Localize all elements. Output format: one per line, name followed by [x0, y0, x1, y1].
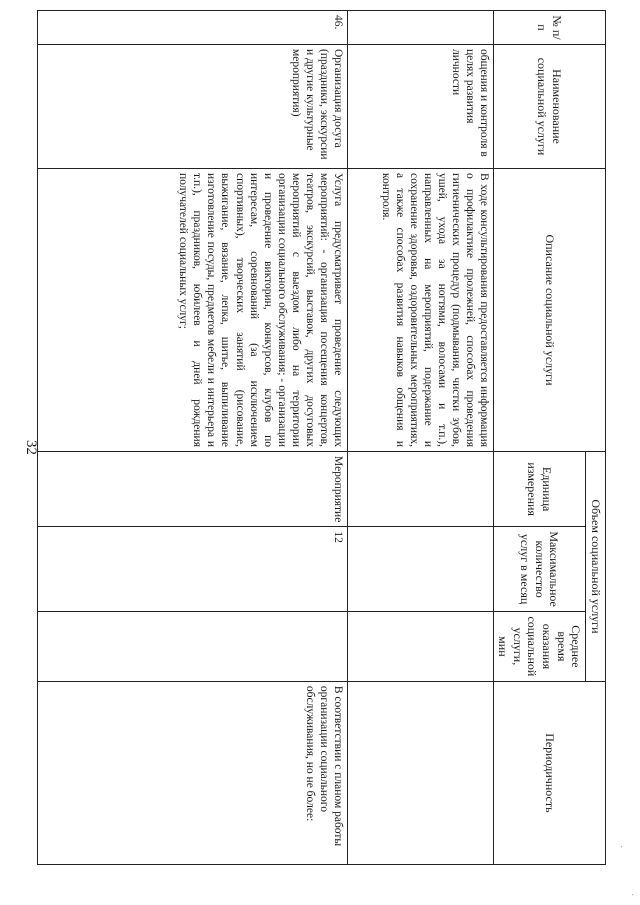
header-avg-time: Среднее время оказания социальной услуги, мин: [493, 611, 586, 681]
scan-mark: ·: [615, 845, 626, 849]
header-unit: Единица измерения: [493, 452, 586, 527]
row-description: Услуга предусматривает проведение следующих мероприятий: - организация посещения концертов, театров, экскурсий, выставок, других досуговых мероприятий с выездом либо на территории организации социального обслуживания; - организации и проведение викторин, конкурсов, клубов по интересам, соревнований (за исключением спортивных), творческих занятий (рисование, выжигание, вязание, лепка, шитье, выпиливание изготовление посуды, предметов мебели и интерьера и т.п.), праздников, юбилеев и дней рождения получателей социальных услуг;: [37, 169, 347, 452]
header-volume-group: Объем социальной услуги: [586, 452, 606, 682]
header-row: [586, 11, 606, 865]
page-number: 32: [23, 440, 39, 455]
row-description: В ходе консультирования предоставляется информация о профилактике пролежней, способах проведения гигиенических процедур (подмывания, чистки зубов, ушей, ухода за ногтями, волосами и т.п.), направленных на мероприятий, подержание и сохранение здоровья, оздоровительных мероприятиях, а также способах развития навыков общения и контроля.: [347, 169, 493, 452]
row-name: Организация досуга (праздники, экскурсии и другие культурные мероприятия): [37, 45, 347, 169]
row-avg-time: [347, 611, 493, 681]
row-unit: [347, 452, 493, 527]
row-periodicity: В соответствии с планом работы организации социального обслуживания, но не более:: [37, 681, 347, 864]
services-table: [37, 10, 606, 865]
header-name: Наименование социальной услуги: [493, 45, 605, 169]
row-num: [347, 11, 493, 45]
header-num: № п/п: [493, 11, 605, 45]
table-row: [37, 11, 347, 865]
row-avg-time: [37, 611, 347, 681]
row-max-qty: 12: [37, 527, 347, 612]
row-unit: Мероприятие: [37, 452, 347, 527]
scan-mark: ·: [626, 893, 637, 897]
header-description: Описание социальной услуги: [493, 169, 605, 452]
row-periodicity: [347, 681, 493, 864]
row-name: общения и контроля в целях развития личности: [347, 45, 493, 169]
row-max-qty: [347, 527, 493, 612]
header-max-qty: Максимальное количество услуг в месяц: [493, 527, 586, 612]
table-row: [347, 11, 493, 865]
header-periodicity: Периодичность: [493, 681, 605, 864]
row-num: 46.: [37, 11, 347, 45]
